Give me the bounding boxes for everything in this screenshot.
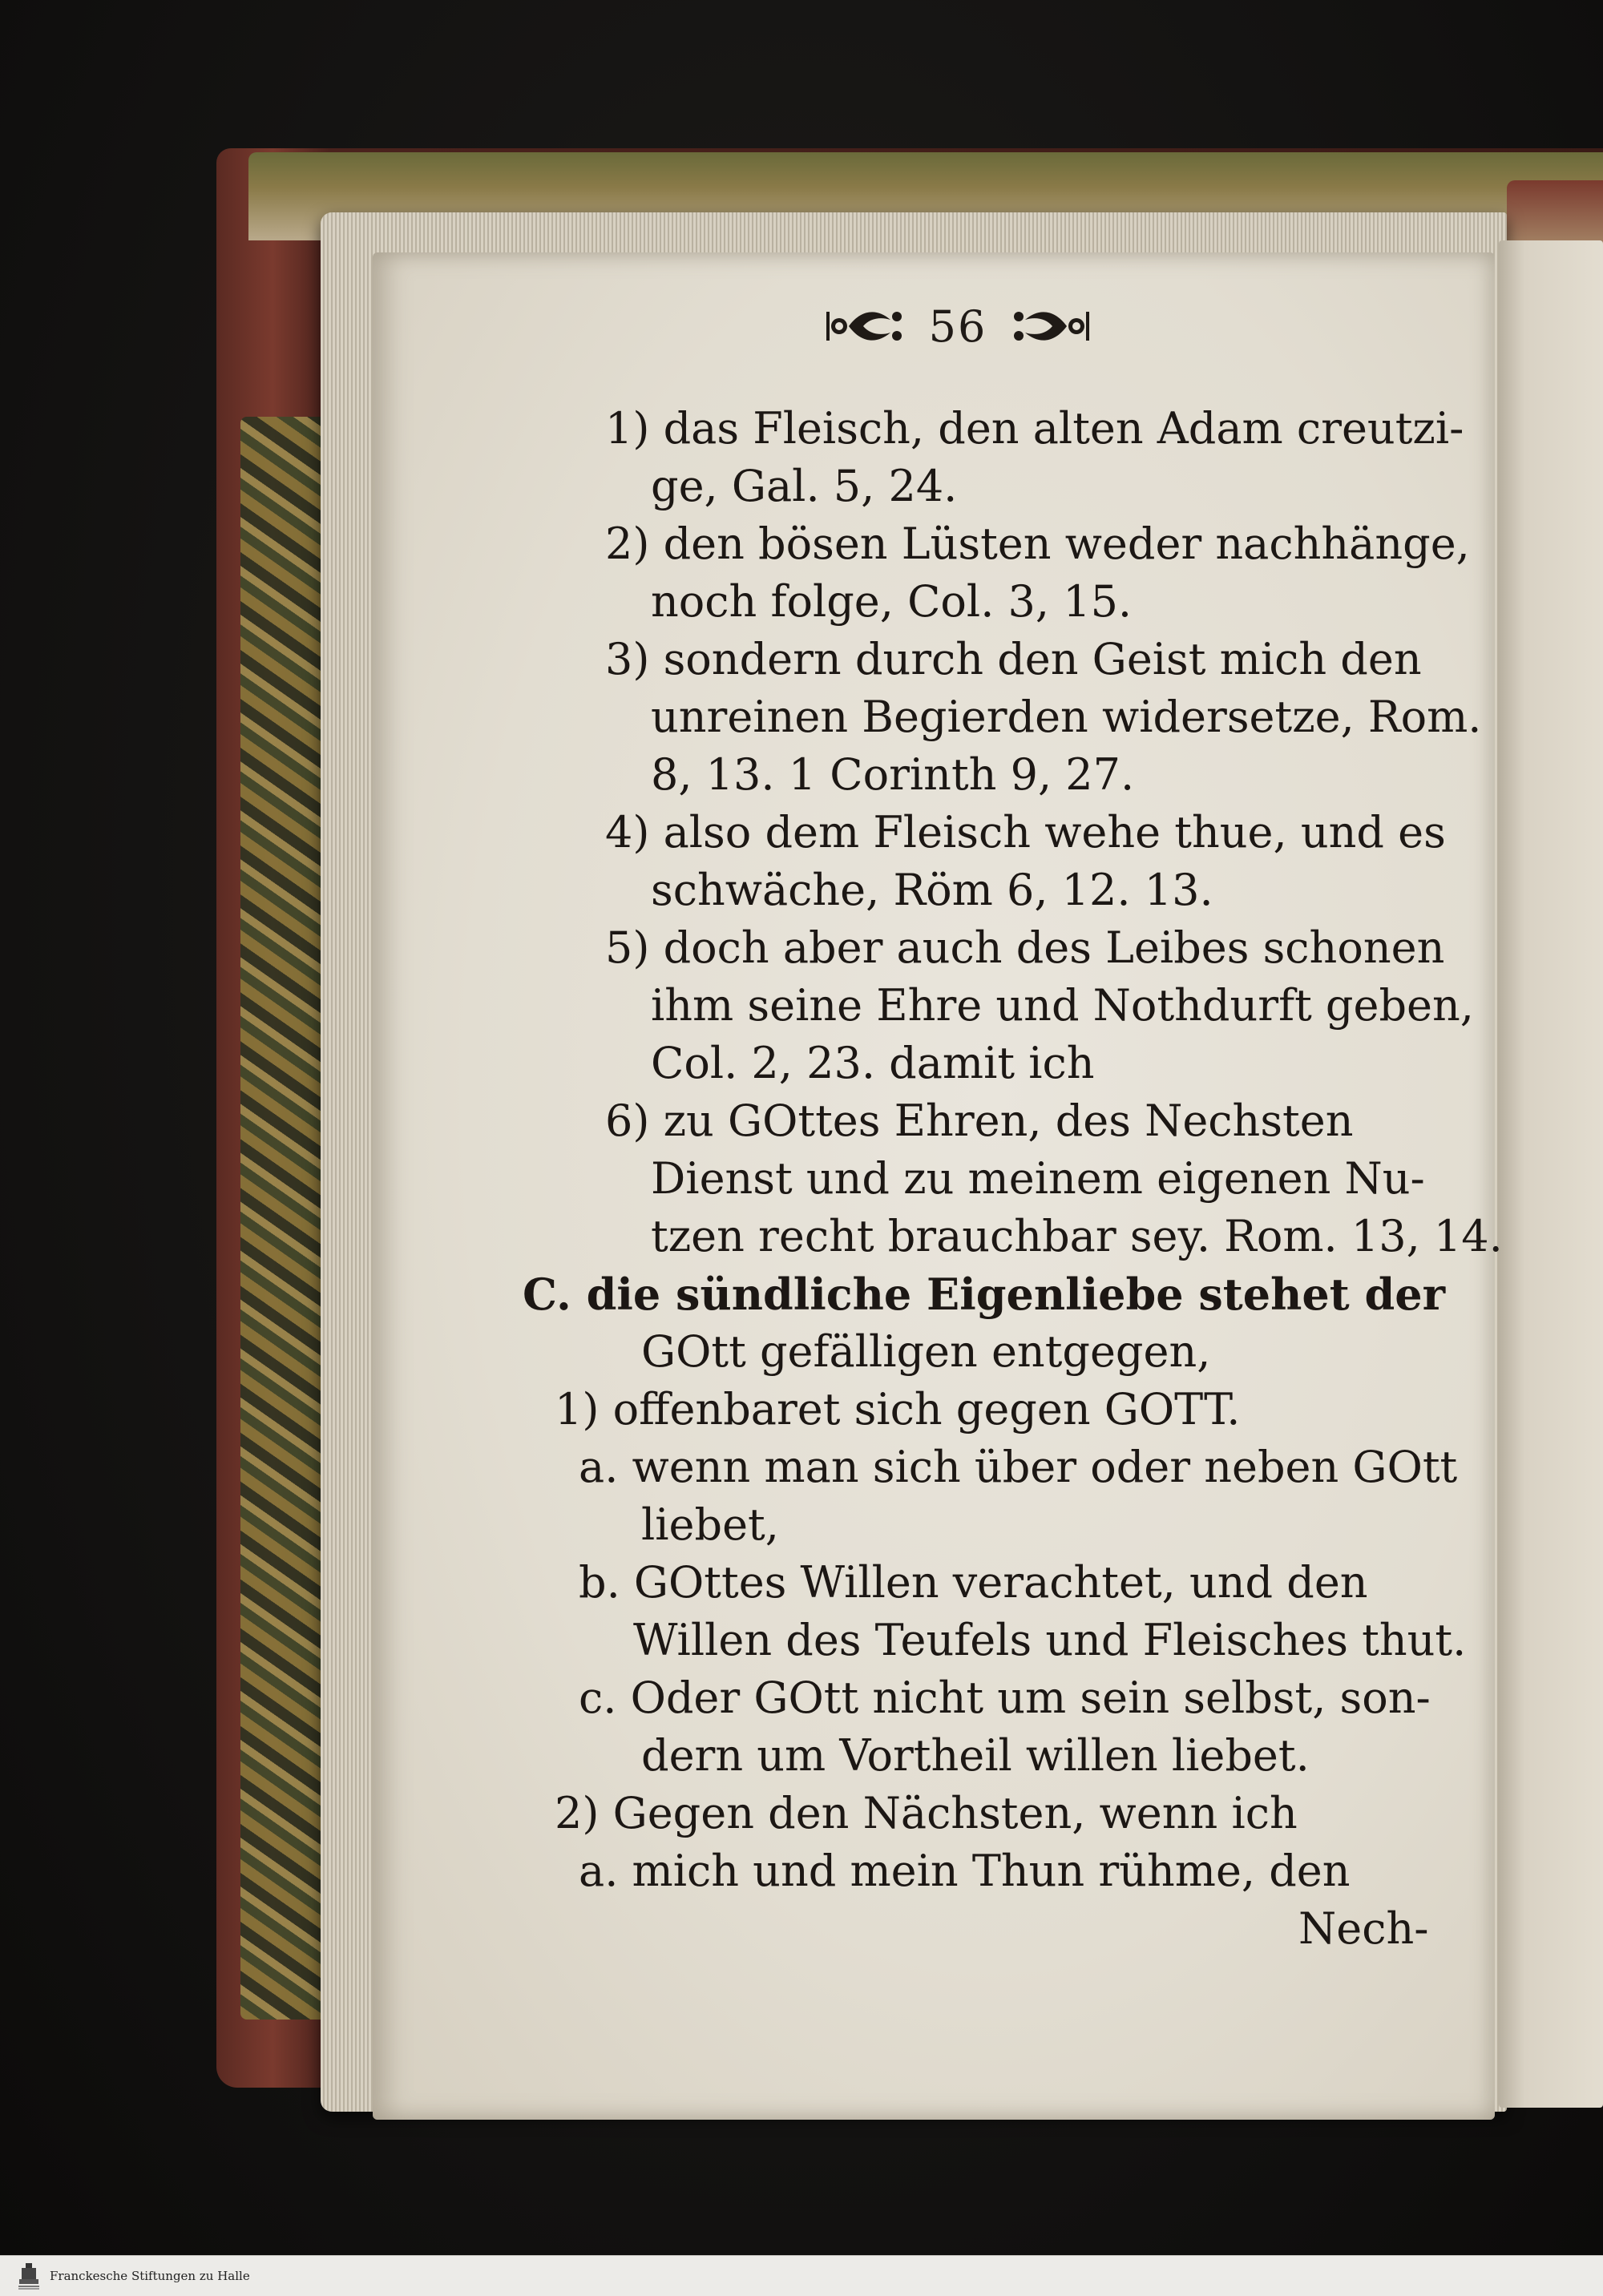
page-number: 56 — [928, 301, 987, 352]
institution-logo-icon — [13, 2260, 45, 2292]
left-ornament-icon — [822, 304, 908, 349]
text-line: dern um Vortheil willen liebet. — [641, 1730, 1310, 1781]
footer-bar — [0, 2255, 1603, 2296]
text-line: a. wenn man sich über oder neben GOtt — [579, 1442, 1458, 1492]
text-line: 1) das Fleisch, den alten Adam creutzi- — [605, 403, 1464, 454]
book-spine — [240, 417, 329, 2020]
text-line: Col. 2, 23. damit ich — [651, 1038, 1095, 1088]
text-line: 8, 13. 1 Corinth 9, 27. — [651, 749, 1135, 800]
text-line: 5) doch aber auch des Leibes schonen — [605, 922, 1445, 973]
text-line: noch folge, Col. 3, 15. — [651, 576, 1133, 627]
text-line: 2) den bösen Lüsten weder nachhänge, — [605, 519, 1470, 569]
page-header — [773, 298, 1142, 354]
text-line: 2) Gegen den Nächsten, wenn ich — [555, 1788, 1298, 1838]
text-line: 1) offenbaret sich gegen GOTT. — [555, 1384, 1241, 1434]
facing-page — [1499, 240, 1603, 2108]
text-line: tzen recht brauchbar sey. Rom. 13, 14. — [651, 1211, 1503, 1261]
text-line: c. Oder GOtt nicht um sein selbst, son- — [579, 1673, 1431, 1723]
text-line: ihm seine Ehre und Nothdurft geben, — [651, 980, 1474, 1031]
catchword: Nech- — [1298, 1903, 1429, 1954]
footer-label: Franckesche Stiftungen zu Halle — [50, 2269, 250, 2283]
text-line: a. mich und mein Thun rühme, den — [579, 1846, 1351, 1896]
section-heading: C. die sündliche Eigenliebe stehet der — [523, 1269, 1446, 1320]
text-line: Willen des Teufels und Fleisches thut. — [633, 1615, 1467, 1665]
text-line: GOtt gefälligen entgegen, — [641, 1326, 1211, 1377]
text-line: 4) also dem Fleisch wehe thue, und es — [605, 807, 1446, 857]
text-line: liebet, — [641, 1499, 779, 1550]
text-line: schwäche, Röm 6, 12. 13. — [651, 865, 1213, 915]
text-line: 3) sondern durch den Geist mich den — [605, 634, 1422, 684]
text-line: Dienst und zu meinem eigenen Nu- — [651, 1153, 1425, 1204]
text-line: b. GOttes Willen verachtet, und den — [579, 1557, 1368, 1608]
right-ornament-icon — [1007, 304, 1094, 349]
text-line: ge, Gal. 5, 24. — [651, 461, 958, 511]
text-line: 6) zu GOttes Ehren, des Nechsten — [605, 1096, 1354, 1146]
text-line: unreinen Begierden widersetze, Rom. — [651, 692, 1482, 742]
